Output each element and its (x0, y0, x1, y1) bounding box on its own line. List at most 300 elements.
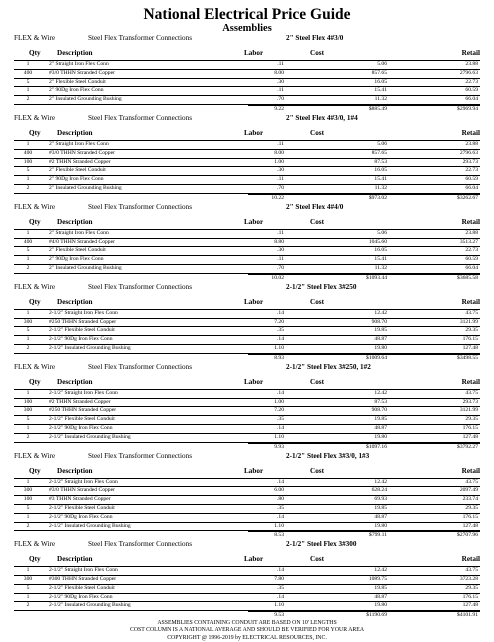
column-header-qty: Qty (29, 217, 41, 226)
item-labor: .11 (277, 87, 284, 94)
item-qty: 2 (26, 344, 30, 351)
page-title: National Electrical Price Guide (143, 6, 351, 23)
total-rule (248, 194, 480, 195)
item-qty: 1 (26, 593, 30, 600)
item-cost: 16.05 (374, 78, 387, 85)
item-labor: .35 (277, 504, 284, 511)
item-retail: 60.59 (465, 256, 478, 263)
item-description: #3/0 THHN Stranded Copper (49, 149, 115, 156)
item-description: 2" 90Dg Iron Flex Conn (49, 256, 104, 263)
item-labor: 1.00 (274, 398, 284, 405)
item-description: 2" Insulated Grounding Bushing (49, 96, 122, 103)
column-header-cost: Cost (310, 297, 324, 306)
section-header (0, 202, 494, 212)
item-description: 2" Straight Iron Flex Conn (49, 61, 109, 67)
item-labor: 1.10 (274, 522, 284, 529)
item-cost: 11.32 (374, 184, 387, 191)
section-total-row (14, 611, 480, 619)
total-cost: $1093.44 (366, 274, 387, 281)
table-row (14, 327, 480, 336)
item-labor: 6.00 (274, 487, 284, 494)
items-table (14, 389, 480, 443)
column-header-description: Description (57, 297, 93, 306)
total-rule (248, 354, 480, 355)
item-labor: 1.00 (274, 158, 284, 165)
item-qty: 2 (26, 96, 30, 103)
total-retail: $2969.94 (457, 105, 478, 112)
page-subtitle: Assemblies (222, 23, 272, 34)
section-total-row (14, 354, 480, 362)
section-total-row (14, 531, 480, 539)
item-cost: 19.80 (374, 602, 387, 609)
item-labor: 7.20 (274, 318, 284, 325)
item-description: 2-1/2" Flexible Steel Conduit (49, 327, 115, 334)
total-retail: $3685.58 (457, 274, 478, 281)
column-header-qty: Qty (29, 377, 41, 386)
assemblies-list (0, 33, 494, 619)
table-row (14, 265, 480, 274)
items-table (14, 478, 480, 532)
item-labor: .14 (277, 593, 284, 600)
item-description: 2-1/2" Insulated Grounding Bushing (49, 522, 131, 529)
item-qty: 1 (26, 309, 30, 316)
section-name: 2-1/2" Steel Flex 3#300 (286, 540, 357, 549)
item-retail: 3121.99 (459, 318, 478, 325)
table-row (14, 185, 480, 194)
item-qty: 1 (26, 229, 30, 236)
item-qty: 5 (26, 504, 30, 511)
total-cost: $1009.64 (366, 354, 387, 361)
item-description: 2-1/2" Straight Iron Flex Conn (49, 567, 118, 574)
section-name: 2" Steel Flex 4#3/0 (286, 34, 344, 42)
assembly-section (0, 113, 494, 202)
section-group: Steel Flex Transformer Connections (88, 113, 193, 122)
item-description: 2" Insulated Grounding Bushing (49, 184, 122, 191)
item-description: 2-1/2" Straight Iron Flex Conn (49, 389, 118, 396)
item-labor: .11 (277, 229, 284, 236)
items-table (14, 60, 480, 105)
table-row (14, 256, 480, 265)
table-row (14, 594, 480, 603)
table-row (14, 239, 480, 248)
item-qty: 1 (26, 61, 30, 67)
item-qty: 1 (26, 513, 30, 520)
total-retail: $3498.55 (457, 354, 478, 361)
item-retail: 127.48 (462, 344, 478, 351)
column-header-cost: Cost (310, 377, 324, 386)
column-header-description: Description (57, 128, 93, 137)
section-name: 2-1/2" Steel Flex 3#250, 1#2 (286, 362, 371, 371)
total-labor: 10.22 (271, 194, 284, 201)
item-retail: 176.15 (462, 424, 478, 431)
item-description: 2-1/2" Flexible Steel Conduit (49, 504, 115, 511)
table-row (14, 602, 480, 611)
item-labor: .70 (277, 96, 284, 103)
footer-line: COST COLUMN IS A NATIONAL AVERAGE AND SHOULD BE VERIFIED FOR YOUR AREA (129, 627, 365, 634)
item-cost: 19.80 (374, 522, 387, 529)
item-description: 2-1/2" 90Dg Iron Flex Conn (49, 336, 113, 343)
assembly-section (0, 451, 494, 540)
item-cost: 12.42 (374, 309, 387, 316)
item-qty: 5 (26, 327, 30, 334)
item-qty: 2 (26, 433, 30, 440)
table-row (14, 345, 480, 354)
item-labor: .14 (277, 567, 284, 574)
items-table (14, 566, 480, 611)
item-labor: .14 (277, 513, 284, 520)
table-row (14, 399, 480, 408)
item-retail: 22.73 (465, 78, 478, 85)
total-retail: $3262.67 (457, 194, 478, 201)
assembly-section (0, 202, 494, 282)
section-header (0, 362, 494, 372)
section-category: FLEX & Wire (14, 202, 56, 211)
item-qty: 5 (26, 78, 30, 85)
column-header-qty: Qty (29, 128, 41, 137)
column-header-retail: Retail (461, 466, 480, 475)
item-qty: 5 (26, 584, 30, 591)
table-row (14, 230, 480, 239)
item-qty: 300 (23, 487, 33, 494)
item-labor: .11 (277, 140, 284, 147)
assembly-section (0, 539, 494, 619)
items-table (14, 309, 480, 354)
item-retail: 293.73 (462, 158, 478, 165)
column-header-qty: Qty (29, 297, 41, 306)
item-description: 2" Flexible Steel Conduit (49, 78, 106, 85)
table-row (14, 479, 480, 488)
item-description: #4/0 THHN Stranded Copper (49, 238, 115, 245)
item-qty: 400 (23, 149, 33, 156)
column-headers (0, 127, 494, 140)
column-header-labor: Labor (244, 377, 264, 386)
section-category: FLEX & Wire (14, 113, 56, 122)
item-cost: 16.05 (374, 247, 387, 254)
item-cost: 15.41 (374, 176, 387, 183)
item-labor: .35 (277, 584, 284, 591)
item-labor: .30 (277, 78, 284, 85)
item-retail: 176.15 (462, 593, 478, 600)
section-group: Steel Flex Transformer Connections (88, 202, 193, 211)
item-cost: 15.41 (374, 256, 387, 263)
section-name: 2" Steel Flex 4#3/0, 1#4 (286, 113, 358, 122)
item-cost: 628.24 (371, 487, 387, 494)
item-qty: 300 (23, 576, 33, 583)
section-group: Steel Flex Transformer Connections (88, 540, 193, 549)
column-header-labor: Labor (244, 128, 264, 137)
footer-line: ASSEMBLIES CONTAINING CONDUIT ARE BASED ON 10' LENGTHS (157, 620, 337, 626)
item-description: 2-1/2" 90Dg Iron Flex Conn (49, 593, 113, 600)
table-row (14, 310, 480, 319)
item-description: #3/0 THHN Stranded Copper (49, 69, 115, 76)
column-header-retail: Retail (461, 377, 480, 386)
item-description: 2-1/2" Flexible Steel Conduit (49, 584, 115, 591)
item-qty: 1 (26, 478, 30, 485)
column-header-labor: Labor (244, 466, 264, 475)
item-cost: 87.53 (374, 158, 387, 165)
column-header-cost: Cost (310, 128, 324, 137)
item-qty: 2 (26, 522, 30, 529)
item-labor: 8.00 (274, 69, 284, 76)
total-rule (248, 531, 480, 532)
section-category: FLEX & Wire (14, 34, 56, 42)
item-description: 2-1/2" Flexible Steel Conduit (49, 416, 115, 423)
item-retail: 66.04 (465, 184, 478, 191)
total-rule (248, 443, 480, 444)
table-row (14, 425, 480, 434)
item-cost: 1045.60 (368, 238, 387, 245)
table-row (14, 585, 480, 594)
item-retail: 3513.27 (459, 238, 478, 245)
item-retail: 43.75 (465, 389, 478, 396)
item-description: 2-1/2" Straight Iron Flex Conn (49, 309, 118, 316)
item-qty: 5 (26, 167, 30, 174)
item-qty: 1 (26, 567, 30, 574)
item-retail: 127.48 (462, 433, 478, 440)
section-category: FLEX & Wire (14, 282, 56, 291)
total-cost: $1097.16 (366, 443, 387, 450)
section-total-row (14, 194, 480, 202)
section-category: FLEX & Wire (14, 540, 56, 549)
item-qty: 400 (23, 238, 33, 245)
table-row (14, 167, 480, 176)
item-cost: 908.70 (371, 318, 387, 325)
item-description: 2" Straight Iron Flex Conn (49, 140, 109, 147)
item-description: 2-1/2" 90Dg Iron Flex Conn (49, 513, 113, 520)
column-header-qty: Qty (29, 466, 41, 475)
item-labor: .11 (277, 176, 284, 183)
item-description: #2 THHN Stranded Copper (49, 158, 111, 165)
item-retail: 176.15 (462, 513, 478, 520)
column-header-labor: Labor (244, 49, 264, 57)
total-cost: $1190.69 (366, 612, 387, 619)
item-retail: 2097.49 (459, 487, 478, 494)
item-qty: 2 (26, 184, 30, 191)
item-labor: 8.80 (274, 238, 284, 245)
table-row (14, 336, 480, 345)
item-retail: 3723.28 (459, 576, 478, 583)
item-qty: 2 (26, 602, 30, 609)
item-labor: 1.10 (274, 602, 284, 609)
item-labor: .80 (277, 496, 284, 503)
item-cost: 5.06 (377, 229, 387, 236)
footer-notes (0, 620, 494, 642)
assembly-section (0, 33, 494, 113)
table-row (14, 159, 480, 168)
item-labor: .14 (277, 309, 284, 316)
assembly-section (0, 362, 494, 451)
total-cost: $885.49 (368, 105, 387, 112)
column-header-cost: Cost (310, 555, 324, 564)
item-labor: .70 (277, 264, 284, 271)
section-header (0, 451, 494, 461)
item-qty: 400 (23, 69, 33, 76)
item-qty: 1 (26, 389, 30, 396)
table-row (14, 407, 480, 416)
item-retail: 23.88 (465, 229, 478, 236)
item-cost: 1089.75 (368, 576, 387, 583)
footer-line: COPYRIGHT @ 1996-2019 by ELECTRICAL RESOURCES, INC. (167, 634, 327, 641)
item-description: #3 THHN Stranded Copper (49, 496, 111, 503)
item-cost: 48.87 (374, 336, 387, 343)
total-labor: 9.22 (274, 105, 284, 112)
item-cost: 5.06 (377, 61, 387, 67)
item-description: 2-1/2" 90Dg Iron Flex Conn (49, 424, 113, 431)
item-qty: 100 (23, 158, 33, 165)
section-total-row (14, 105, 480, 113)
item-retail: 60.59 (465, 176, 478, 183)
total-rule (248, 105, 480, 106)
item-cost: 5.06 (377, 140, 387, 147)
item-description: 2" 90Dg Iron Flex Conn (49, 87, 104, 94)
item-labor: .11 (277, 61, 284, 67)
section-header (0, 539, 494, 549)
item-description: #250 THHN Stranded Copper (49, 407, 117, 414)
item-retail: 66.04 (465, 96, 478, 103)
total-retail: $2707.96 (457, 532, 478, 539)
column-header-retail: Retail (461, 555, 480, 564)
total-retail: $3792.27 (457, 443, 478, 450)
table-row (14, 247, 480, 256)
column-header-cost: Cost (310, 466, 324, 475)
item-cost: 16.05 (374, 167, 387, 174)
item-cost: 19.80 (374, 433, 387, 440)
section-name: 2-1/2" Steel Flex 3#3/0, 1#3 (286, 451, 370, 460)
assembly-section (0, 282, 494, 362)
item-cost: 19.85 (374, 416, 387, 423)
item-cost: 857.65 (371, 149, 387, 156)
item-labor: .70 (277, 184, 284, 191)
item-labor: .14 (277, 478, 284, 485)
table-row (14, 176, 480, 185)
table-row (14, 79, 480, 88)
item-description: 2-1/2" Straight Iron Flex Conn (49, 478, 118, 485)
table-row (14, 523, 480, 532)
item-qty: 300 (23, 407, 33, 414)
item-retail: 23.88 (465, 140, 478, 147)
column-header-retail: Retail (461, 128, 480, 137)
section-header (0, 33, 494, 43)
table-row (14, 150, 480, 159)
column-header-retail: Retail (461, 49, 480, 57)
item-retail: 233.74 (462, 496, 478, 503)
item-retail: 60.59 (465, 87, 478, 94)
item-cost: 11.32 (374, 264, 387, 271)
item-retail: 176.15 (462, 336, 478, 343)
table-row (14, 514, 480, 523)
item-cost: 12.42 (374, 478, 387, 485)
item-labor: 7.20 (274, 407, 284, 414)
item-description: 2" 90Dg Iron Flex Conn (49, 176, 104, 183)
column-header-description: Description (57, 466, 93, 475)
item-retail: 22.73 (465, 247, 478, 254)
section-header (0, 282, 494, 292)
item-qty: 1 (26, 176, 30, 183)
item-cost: 19.85 (374, 584, 387, 591)
total-labor: 9.53 (274, 612, 284, 619)
column-header-labor: Labor (244, 297, 264, 306)
item-description: #3/0 THHN Stranded Copper (49, 487, 115, 494)
items-table (14, 140, 480, 194)
item-cost: 908.70 (371, 407, 387, 414)
item-cost: 87.53 (374, 398, 387, 405)
table-row (14, 434, 480, 443)
item-cost: 48.87 (374, 513, 387, 520)
item-qty: 5 (26, 247, 30, 254)
table-row (14, 319, 480, 328)
item-cost: 12.42 (374, 389, 387, 396)
total-rule (248, 611, 480, 612)
section-group: Steel Flex Transformer Connections (88, 362, 193, 371)
item-retail: 127.48 (462, 602, 478, 609)
table-row (14, 141, 480, 150)
item-qty: 1 (26, 424, 30, 431)
column-header-description: Description (57, 217, 93, 226)
table-row (14, 87, 480, 96)
item-retail: 2796.63 (459, 69, 478, 76)
item-description: #2 THHN Stranded Copper (49, 398, 111, 405)
section-name: 2" Steel Flex 4#4/0 (286, 202, 344, 211)
item-retail: 293.73 (462, 398, 478, 405)
section-group: Steel Flex Transformer Connections (88, 34, 193, 42)
item-labor: 1.10 (274, 344, 284, 351)
item-description: 2" Insulated Grounding Bushing (49, 264, 122, 271)
column-headers (0, 216, 494, 229)
item-retail: 2796.63 (459, 149, 478, 156)
item-labor: .30 (277, 247, 284, 254)
item-qty: 1 (26, 140, 30, 147)
column-headers (0, 465, 494, 478)
table-row (14, 567, 480, 576)
item-cost: 19.85 (374, 504, 387, 511)
item-description: 2-1/2" Insulated Grounding Bushing (49, 344, 131, 351)
column-headers (0, 376, 494, 389)
item-retail: 29.35 (465, 416, 478, 423)
column-header-cost: Cost (310, 49, 324, 57)
item-labor: .14 (277, 389, 284, 396)
item-description: #300 THHN Stranded Copper (49, 576, 117, 583)
item-labor: .30 (277, 167, 284, 174)
item-labor: .35 (277, 416, 284, 423)
section-category: FLEX & Wire (14, 362, 56, 371)
item-retail: 43.75 (465, 309, 478, 316)
column-header-retail: Retail (461, 297, 480, 306)
item-retail: 29.35 (465, 584, 478, 591)
total-labor: 10.02 (271, 274, 284, 281)
column-header-description: Description (57, 377, 93, 386)
column-header-description: Description (57, 49, 93, 57)
table-row (14, 576, 480, 585)
table-row (14, 487, 480, 496)
item-qty: 1 (26, 336, 30, 343)
item-description: 2" Flexible Steel Conduit (49, 167, 106, 174)
item-cost: 15.41 (374, 87, 387, 94)
column-header-qty: Qty (29, 555, 41, 564)
item-labor: .11 (277, 256, 284, 263)
total-labor: 9.93 (274, 443, 284, 450)
section-category: FLEX & Wire (14, 451, 56, 460)
item-retail: 29.35 (465, 327, 478, 334)
column-header-description: Description (57, 555, 93, 564)
item-qty: 1 (26, 87, 30, 94)
column-header-qty: Qty (29, 49, 41, 57)
column-header-labor: Labor (244, 555, 264, 564)
item-qty: 1 (26, 256, 30, 263)
item-cost: 19.85 (374, 327, 387, 334)
item-description: 2" Straight Iron Flex Conn (49, 229, 109, 236)
table-row (14, 416, 480, 425)
table-row (14, 496, 480, 505)
